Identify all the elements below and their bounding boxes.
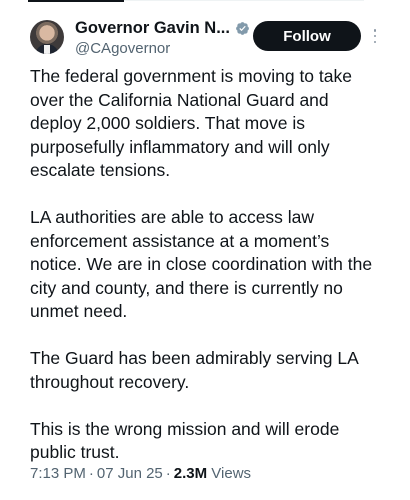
meta-separator: · [88, 465, 94, 482]
tweet-paragraph: The federal government is moving to take over the California National Guard and deploy 2,000 soldiers. That move is purposefully inflammatory and will only escalate tensions. [30, 66, 352, 180]
tweet-header [30, 17, 380, 61]
more-dot [374, 41, 377, 44]
more-dot [374, 35, 377, 38]
avatar-shirt [44, 45, 50, 54]
tweet-paragraph: LA authorities are able to access law enforcement assistance at a moment’s notice. We are in close coordination with the city and county, and there is currently no unmet need. [30, 207, 373, 321]
views-label: Views [211, 465, 252, 482]
tweet-paragraph: This is the wrong mission and will erode public trust. [30, 418, 340, 462]
name-row [75, 19, 250, 38]
display-name[interactable]: Governor Gavin N... [75, 19, 230, 37]
follow-button[interactable]: Follow [253, 21, 361, 51]
views-count[interactable]: 2.3M [173, 465, 208, 482]
tweet-text [30, 65, 375, 465]
more-dot [374, 29, 377, 32]
avatar[interactable] [30, 20, 64, 54]
verified-badge-icon [235, 21, 250, 36]
more-options-icon[interactable] [373, 29, 377, 43]
tweet-date[interactable]: 07 Jun 25 [96, 465, 163, 482]
tweet-paragraph: The Guard has been admirably serving LA throughout recovery. [30, 348, 358, 392]
tweet-meta [30, 465, 251, 482]
tweet-time[interactable]: 7:13 PM [30, 465, 86, 482]
handle[interactable]: @CAgovernor [75, 40, 171, 57]
meta-separator: · [165, 465, 171, 482]
